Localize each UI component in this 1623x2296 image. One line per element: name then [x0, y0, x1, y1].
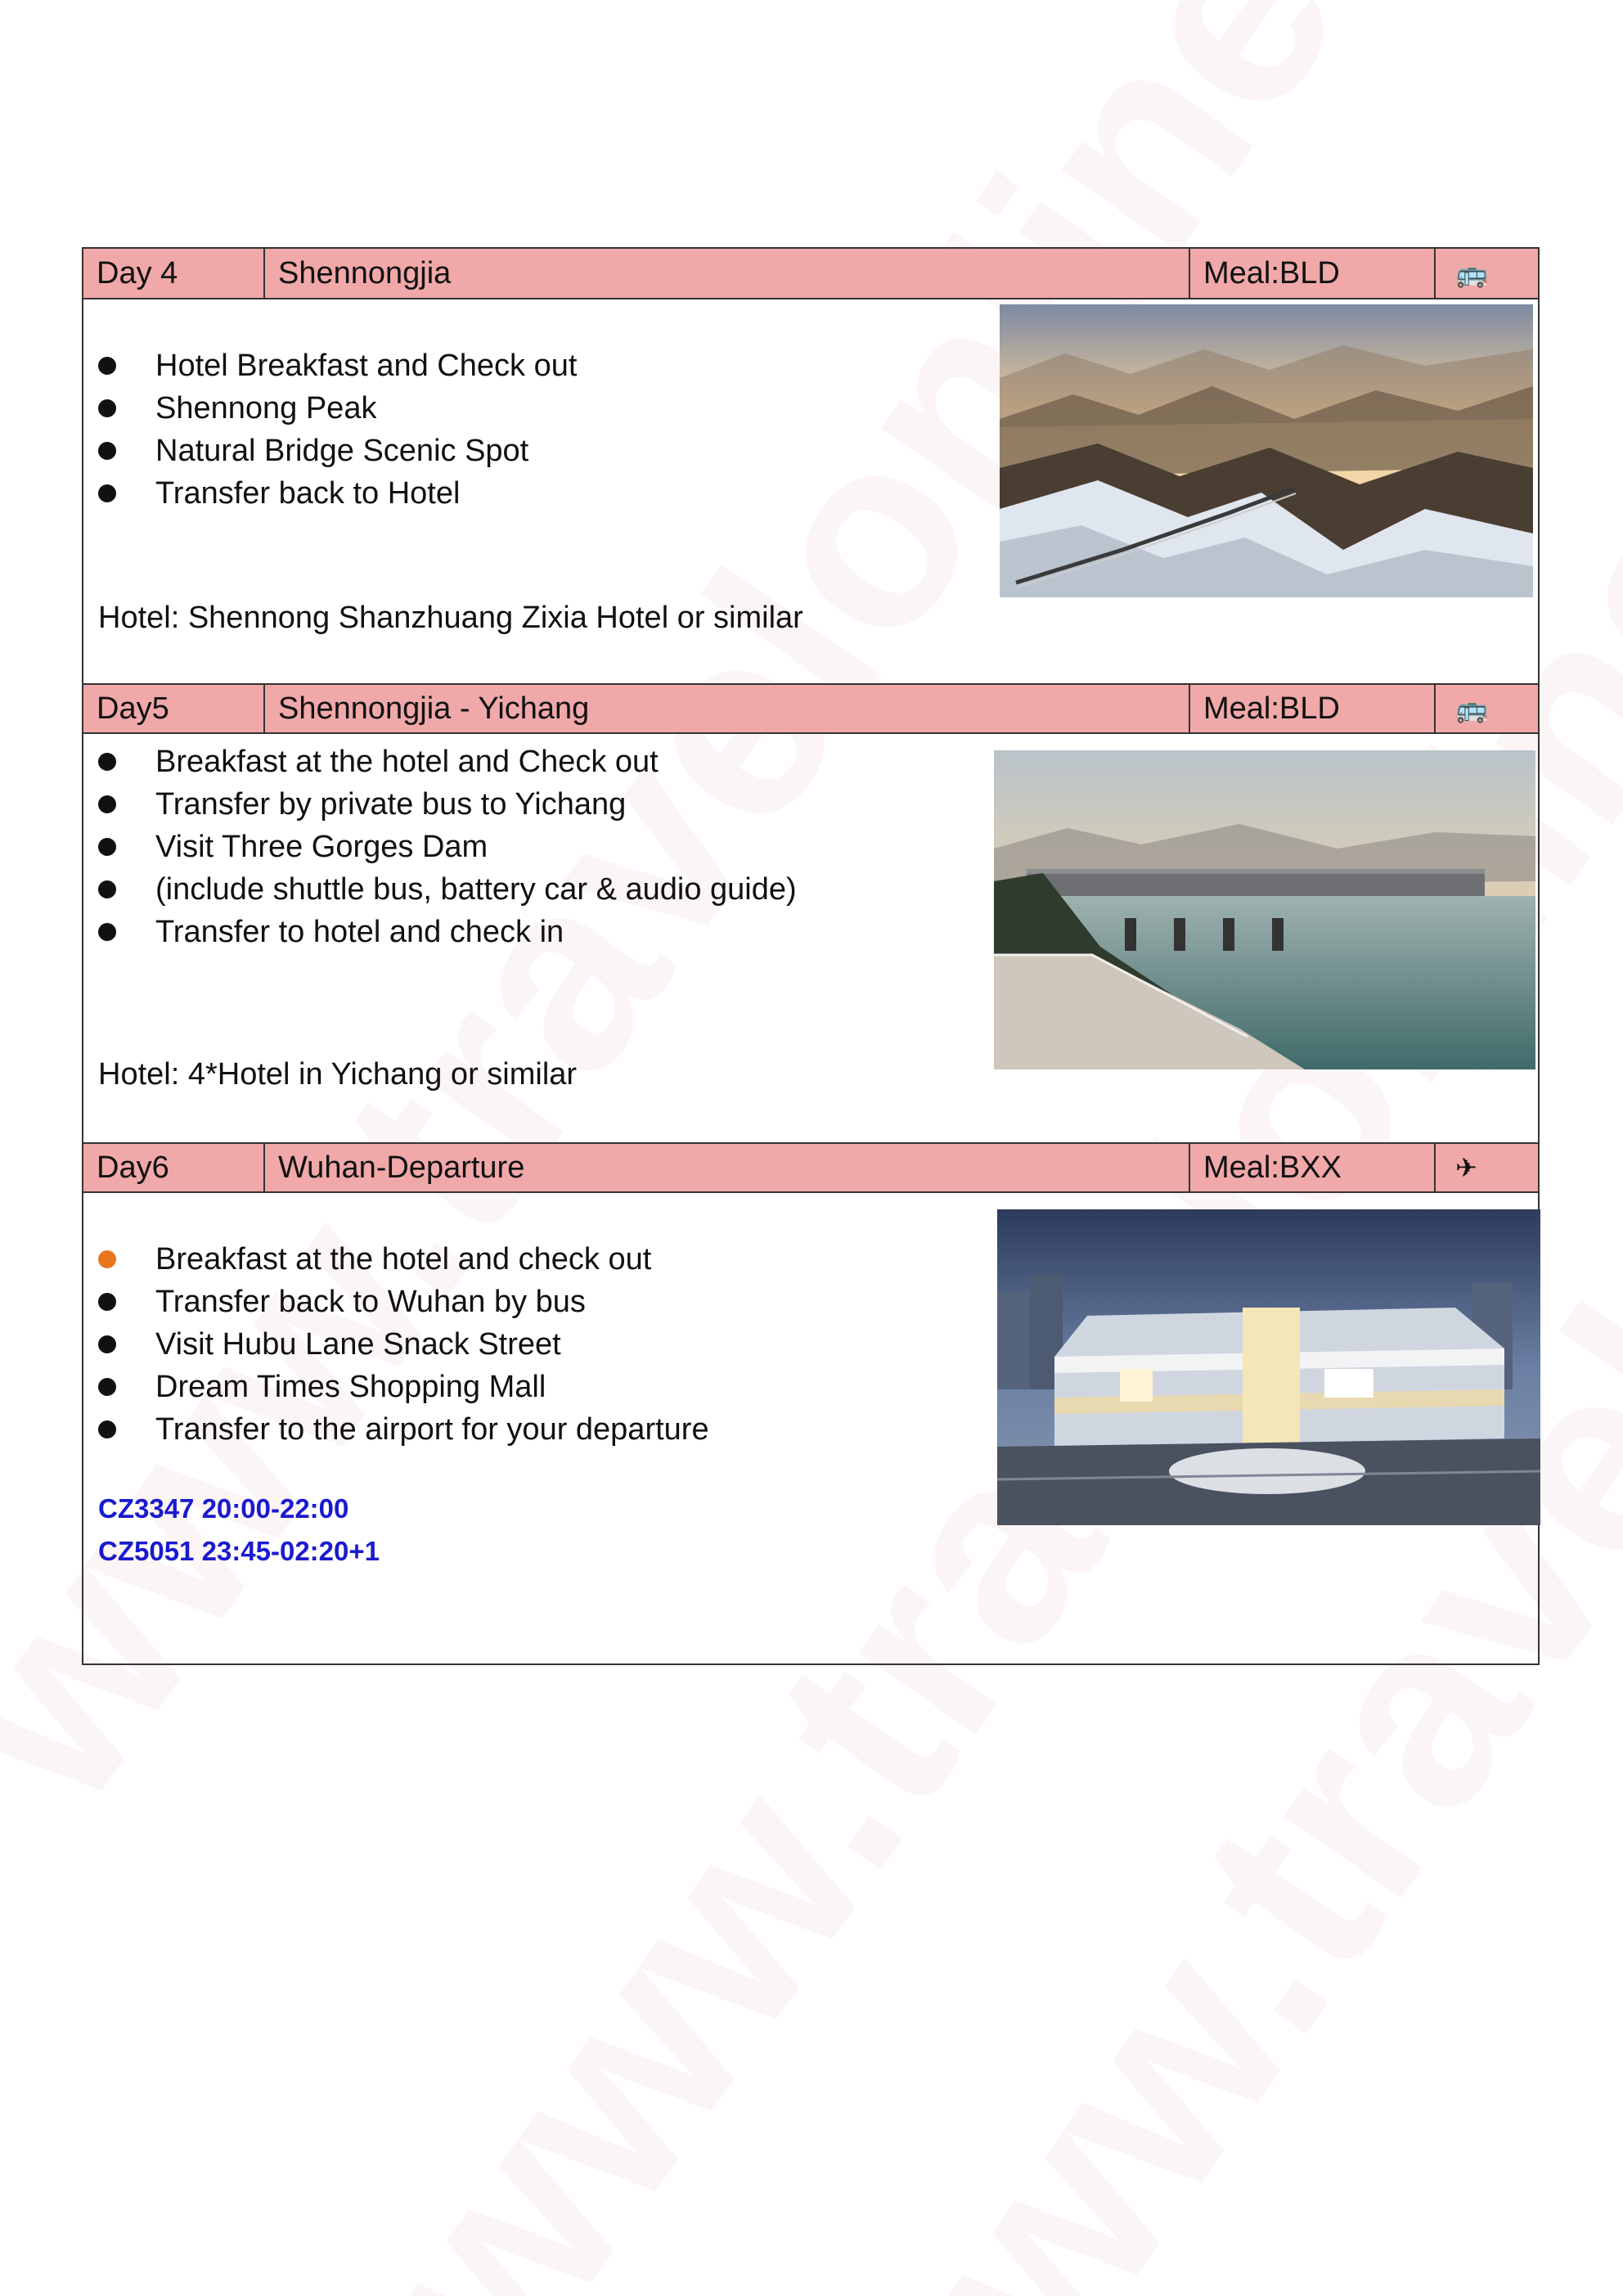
activity-text: Transfer to the airport for your departure [155, 1412, 709, 1447]
airplane-icon: ✈ [1455, 1153, 1477, 1182]
activity-text: Breakfast at the hotel and Check out [155, 745, 659, 779]
hotel-info: Hotel: Shennong Shanzhuang Zixia Hotel or similar [98, 601, 803, 635]
bullet-icon [98, 442, 116, 460]
activity-text: Breakfast at the hotel and check out [155, 1242, 652, 1276]
activity-text: Visit Three Gorges Dam [155, 830, 488, 864]
activity-item [98, 430, 577, 472]
itinerary-table [82, 247, 1540, 1665]
bus-icon: 🚌 [1455, 694, 1488, 723]
activity-item [98, 1323, 709, 1366]
bullet-icon [98, 484, 116, 502]
activity-item [98, 741, 797, 783]
activity-item [98, 1238, 709, 1281]
activity-item [98, 1281, 709, 1323]
day-section-4 [83, 249, 1538, 683]
activity-text: Transfer by private bus to Yichang [155, 787, 627, 822]
day-body [83, 1193, 1538, 1663]
bullet-icon [98, 1335, 116, 1353]
day-header [83, 1142, 1538, 1193]
activity-text: Transfer back to Wuhan by bus [155, 1285, 586, 1319]
activity-item [98, 387, 577, 430]
activity-text: Transfer to hotel and check in [155, 915, 564, 949]
bullet-icon [98, 1293, 116, 1311]
bullet-icon [98, 880, 116, 898]
day-body [83, 734, 1538, 1142]
day-header [83, 249, 1538, 299]
flight-list [98, 1488, 380, 1573]
shopping-mall-photo [997, 1209, 1540, 1525]
activity-item [98, 826, 797, 868]
activity-item [98, 868, 797, 911]
activity-list [98, 741, 797, 953]
activity-list [98, 344, 577, 515]
bullet-icon [98, 923, 116, 941]
activity-item [98, 1408, 709, 1451]
activity-list [98, 1238, 709, 1451]
day-body [83, 299, 1538, 683]
bullet-icon [98, 753, 116, 771]
activity-text: Natural Bridge Scenic Spot [155, 434, 529, 468]
activity-text: Hotel Breakfast and Check out [155, 349, 578, 383]
bullet-icon [98, 357, 116, 375]
day-label: Day5 [83, 685, 265, 732]
day-label: Day 4 [83, 249, 265, 298]
flight-info: CZ5051 23:45-02:20+1 [98, 1536, 380, 1566]
day-label: Day6 [83, 1144, 265, 1191]
meal-info: Meal:BLD [1190, 249, 1436, 298]
bullet-icon [98, 1250, 116, 1268]
bullet-icon [98, 399, 116, 417]
bullet-icon [98, 1378, 116, 1396]
bus-icon: 🚌 [1455, 259, 1488, 288]
bullet-icon [98, 795, 116, 813]
activity-text: (include shuttle bus, battery car & audio guide) [155, 872, 797, 907]
meal-info: Meal:BXX [1190, 1144, 1436, 1191]
activity-item [98, 344, 577, 387]
activity-text: Dream Times Shopping Mall [155, 1370, 546, 1404]
day-section-5 [83, 683, 1538, 1142]
meal-info: Meal:BLD [1190, 685, 1436, 732]
shennong-peak-photo [1000, 304, 1533, 597]
day-title: Shennongjia [265, 249, 1190, 298]
activity-item [98, 1366, 709, 1408]
activity-item [98, 783, 797, 826]
bullet-icon [98, 838, 116, 856]
day-title: Shennongjia - Yichang [265, 685, 1190, 732]
activity-text: Visit Hubu Lane Snack Street [155, 1327, 561, 1362]
activity-text: Shennong Peak [155, 391, 377, 425]
three-gorges-dam-photo [994, 750, 1535, 1069]
flight-info: CZ3347 20:00-22:00 [98, 1493, 349, 1524]
activity-text: Transfer back to Hotel [155, 476, 461, 511]
bullet-icon [98, 1420, 116, 1438]
day-title: Wuhan-Departure [265, 1144, 1190, 1191]
day-header [83, 683, 1538, 734]
activity-item [98, 911, 797, 953]
day-section-6 [83, 1142, 1538, 1663]
activity-item [98, 472, 577, 515]
hotel-info: Hotel: 4*Hotel in Yichang or similar [98, 1057, 578, 1092]
